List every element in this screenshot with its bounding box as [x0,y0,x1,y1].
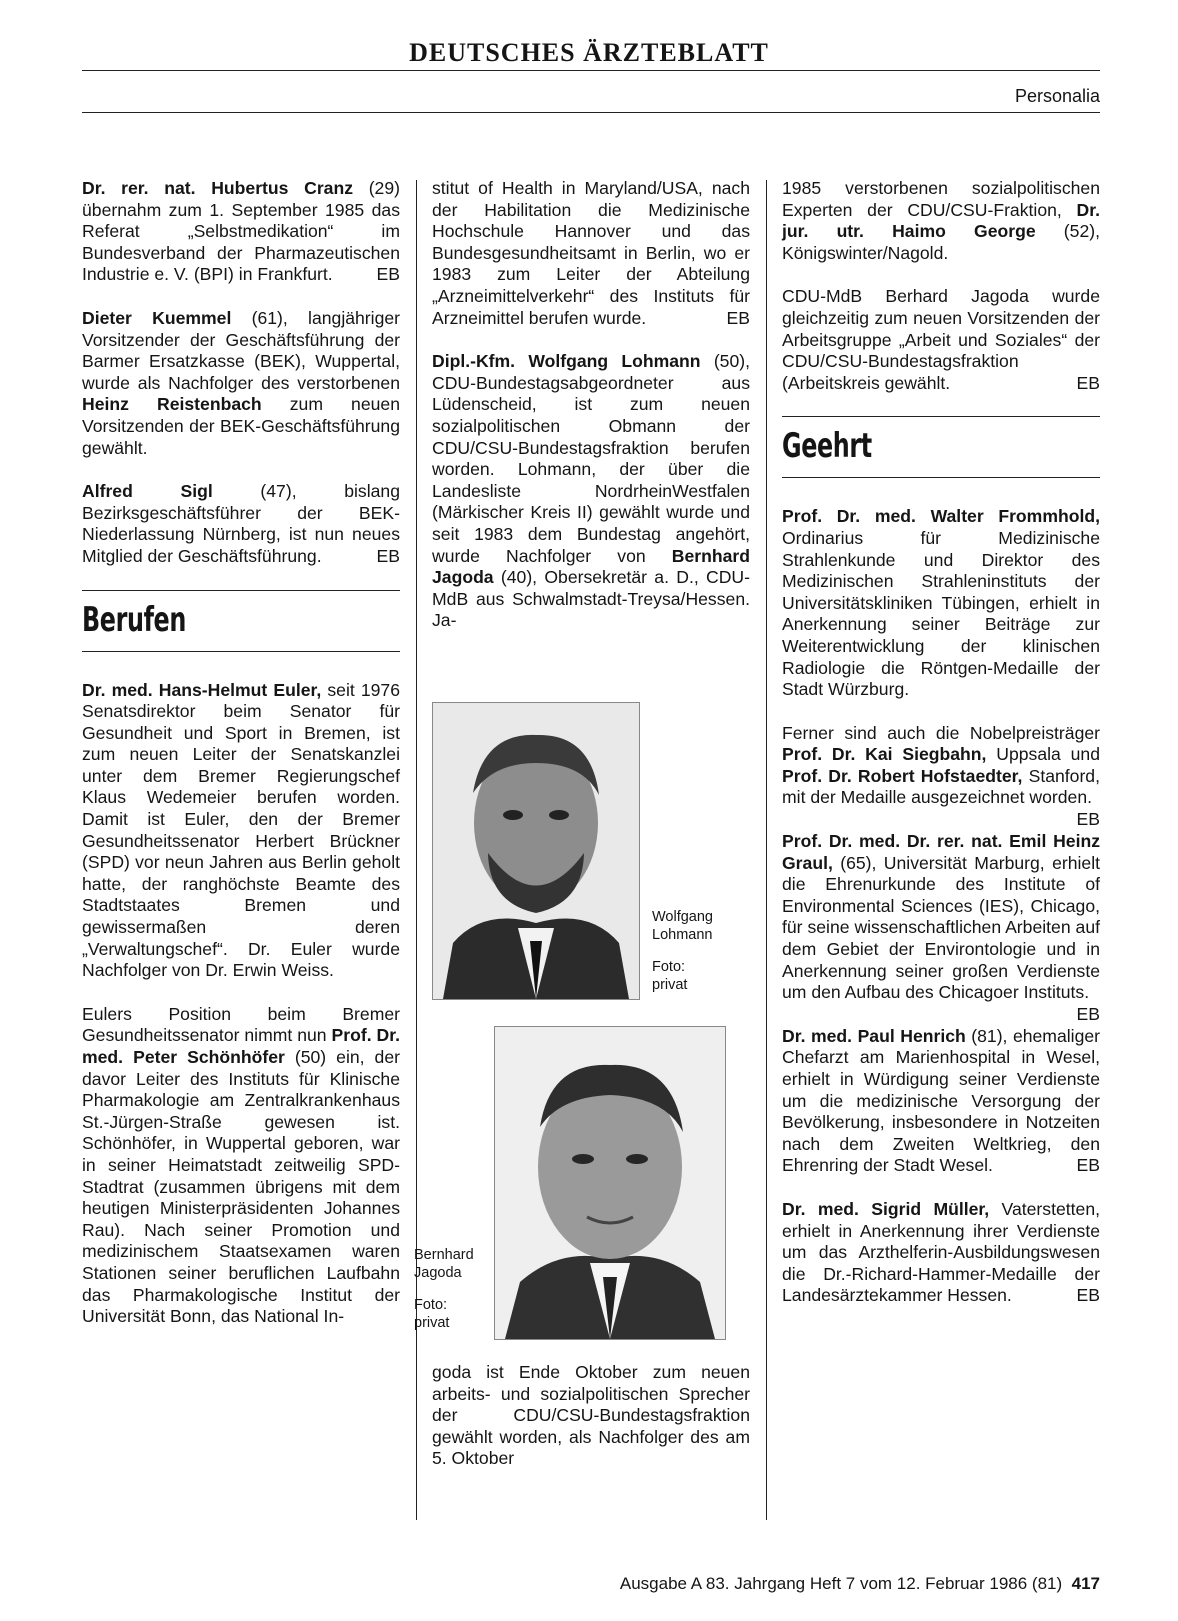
article-henrich: Dr. med. Paul Henrich (81), ehemaliger Chefarzt am Marienhospital in Wesel, erhielt in Würdigung seiner Verdienste um die medizinische Versorgung der Bevölkerung, insbesondere in Notzeiten nach dem Zweiten Weltkrieg, den Ehrenring der Stadt Wesel. EB [782,1025,1100,1176]
section-rule [782,416,1100,417]
column-3 [782,178,1100,1307]
portrait-photo-jagoda [494,1026,726,1340]
section-label: Personalia [1014,86,1100,106]
article-nobel: Ferner sind auch die Nobelpreisträger Prof. Dr. Kai Siegbahn, Uppsala und Prof. Dr. Robert Hofstaedter, Stanford, mit der Medaille ausgezeichnet worden. EB [782,722,1100,830]
journal-title: DEUTSCHES ÄRZTEBLATT [409,38,769,67]
photo-caption-jagoda: Bernhard Jagoda Foto: privat [414,1247,474,1331]
article-sigl: Alfred Sigl (47), bislang Bezirksgeschäftsführer der BEK-Niederlassung Nürnberg, ist nun neues Mitglied der Geschäftsführung. EB [82,481,400,566]
photo-caption-lohmann: Wolfgang Lohmann Foto: privat [652,909,713,993]
column-divider [766,180,767,1520]
header-rule-bottom [82,112,1100,113]
article-jagoda-vorsitz: CDU-MdB Berhard Jagoda wurde gleichzeitig zum neuen Vorsitzenden der Arbeitsgruppe „Arbeit und Soziales“ der CDU/CSU-Bundestagsfraktion (Arbeitskreis gewählt. EB [782,286,1100,393]
article-graul: Prof. Dr. med. Dr. rer. nat. Emil Heinz Graul, (65), Universität Marburg, erhielt die Ehrenurkunde des Institute of Environmental Sciences (IES), Chicago, für seine wissenschaftlichen Arbeiten auf dem Gebiet der Environtologie und in Anerkennung seiner großen Verdienste um den Aufbau des Chicagoer Instituts. EB [782,831,1100,1024]
section-rule [782,477,1100,478]
section-rule [82,651,400,652]
page-footer: Ausgabe A 83. Jahrgang Heft 7 vom 12. Februar 1986 (81) 417 [619,1574,1100,1593]
section-heading-berufen: Berufen [82,599,186,640]
article-schoenhoefer: Eulers Position beim Bremer Gesundheitssenator nimmt nun Prof. Dr. med. Peter Schönhöfer (50) ein, der davor Leiter des Instituts für Klinische Pharmakologie am Zentralkrankenhaus St.-Jürgen-Straße gewesen ist. Schönhöfer, in Wuppertal geboren, war in seiner Heimatstadt zeitweilig SPD-Stadtrat (zusammen übrigens mit dem heutigen Ministerpräsidenten Johannes Rau). Nach seiner Promotion und medizinischem Staatsexamen waren Stationen seiner beruflichen Laufbahn das Pharmakologische Institut der Universität Bonn, das National In- [82,1003,400,1327]
article-lohmann-cont: 1985 verstorbenen sozialpolitischen Experten der CDU/CSU-Fraktion, Dr. jur. utr. Haimo George (52), Königswinter/Nagold. [782,178,1100,263]
article-euler: Dr. med. Hans-Helmut Euler, seit 1976 Senatsdirektor beim Senator für Gesundheit und Sport in Bremen, ist zum neuen Leiter der Senatskanzlei unter dem Bremer Regierungschef Klaus Wedemeier berufen worden. Damit ist Euler, den der Bremer Gesundheitssenator Herbert Brückner (SPD) vor neun Jahren aus Berlin geholt hatte, der ranghöchste Beamte des Stadtstaates Bremen und gewissermaßen deren „Verwaltungschef“. Dr. Euler wurde Nachfolger von Dr. Erwin Weiss. [82,679,401,981]
section-rule [82,590,400,591]
article-frommhold: Prof. Dr. med. Walter Frommhold, Ordinarius für Medizinische Strahlenkunde und Direktor des Medizinischen Strahleninstituts der Universitätskliniken Tübingen, erhielt in Anerkennung seiner Beiträge zur Weiterentwicklung der klinischen Radiologie die Röntgen-Medaille der Stadt Würzburg. [782,506,1100,700]
article-mueller: Dr. med. Sigrid Müller, Vaterstetten, erhielt in Anerkennung ihrer Verdienste um das Arzthelferin-Ausbildungswesen die Dr.-Richard-Hammer-Medaille der Landesärztekammer Hessen. EB [782,1198,1100,1306]
page-number: 417 [1071,1574,1100,1593]
article-cranz: Dr. rer. nat. Hubertus Cranz (29) übernahm zum 1. September 1985 das Referat „Selbstmedikation“ im Bundesverband der Pharmazeutischen Industrie e. V. (BPI) in Frankfurt. EB [82,178,400,285]
column-1 [82,178,400,1328]
section-heading-geehrt: Geehrt [782,426,872,467]
article-kuemmel: Dieter Kuemmel (61), langjähriger Vorsitzender der Geschäftsführung der Barmer Ersatzkasse (BEK), Wuppertal, wurde als Nachfolger des verstorbenen Heinz Reistenbach zum neuen Vorsitzenden der BEK-Geschäftsführung gewählt. [82,307,400,458]
article-schoenhoefer-cont: stitut of Health in Maryland/USA, nach der Habilitation die Medizinische Hochschule Hannover und das Bundesgesundheitsamt in Berlin, wo er 1983 zum Leiter der Abteilung „Arzneimittelverkehr“ des Instituts für Arzneimittel berufen wurde. EB [432,178,750,328]
article-lohmann: Dipl.-Kfm. Wolfgang Lohmann (50), CDU-Bundestagsabgeordneter aus Lüdenscheid, ist zum neuen sozialpolitischen Obmann der CDU/CSU-Bundestagsfraktion berufen worden. Lohmann, der über die Landesliste NordrheinWestfalen (Märkischer Kreis II) gewählt wurde und seit 1983 dem Bundestag angehört, wurde Nachfolger von Bernhard Jagoda (40), Obersekretär a. D., CDU-MdB aus Schwalmstadt-Treysa/Hessen. Ja- [432,351,750,631]
header-rule [82,70,1100,71]
column-2 [432,178,750,654]
article-jagoda: goda ist Ende Oktober zum neuen arbeits- und sozialpolitischen Sprecher der CDU/CSU-Bundestagsfraktion gewählt worden, als Nachfolger des am 5. Oktober [432,1362,750,1469]
column-2-bottom [432,1362,750,1470]
portrait-photo-lohmann [432,702,640,1000]
